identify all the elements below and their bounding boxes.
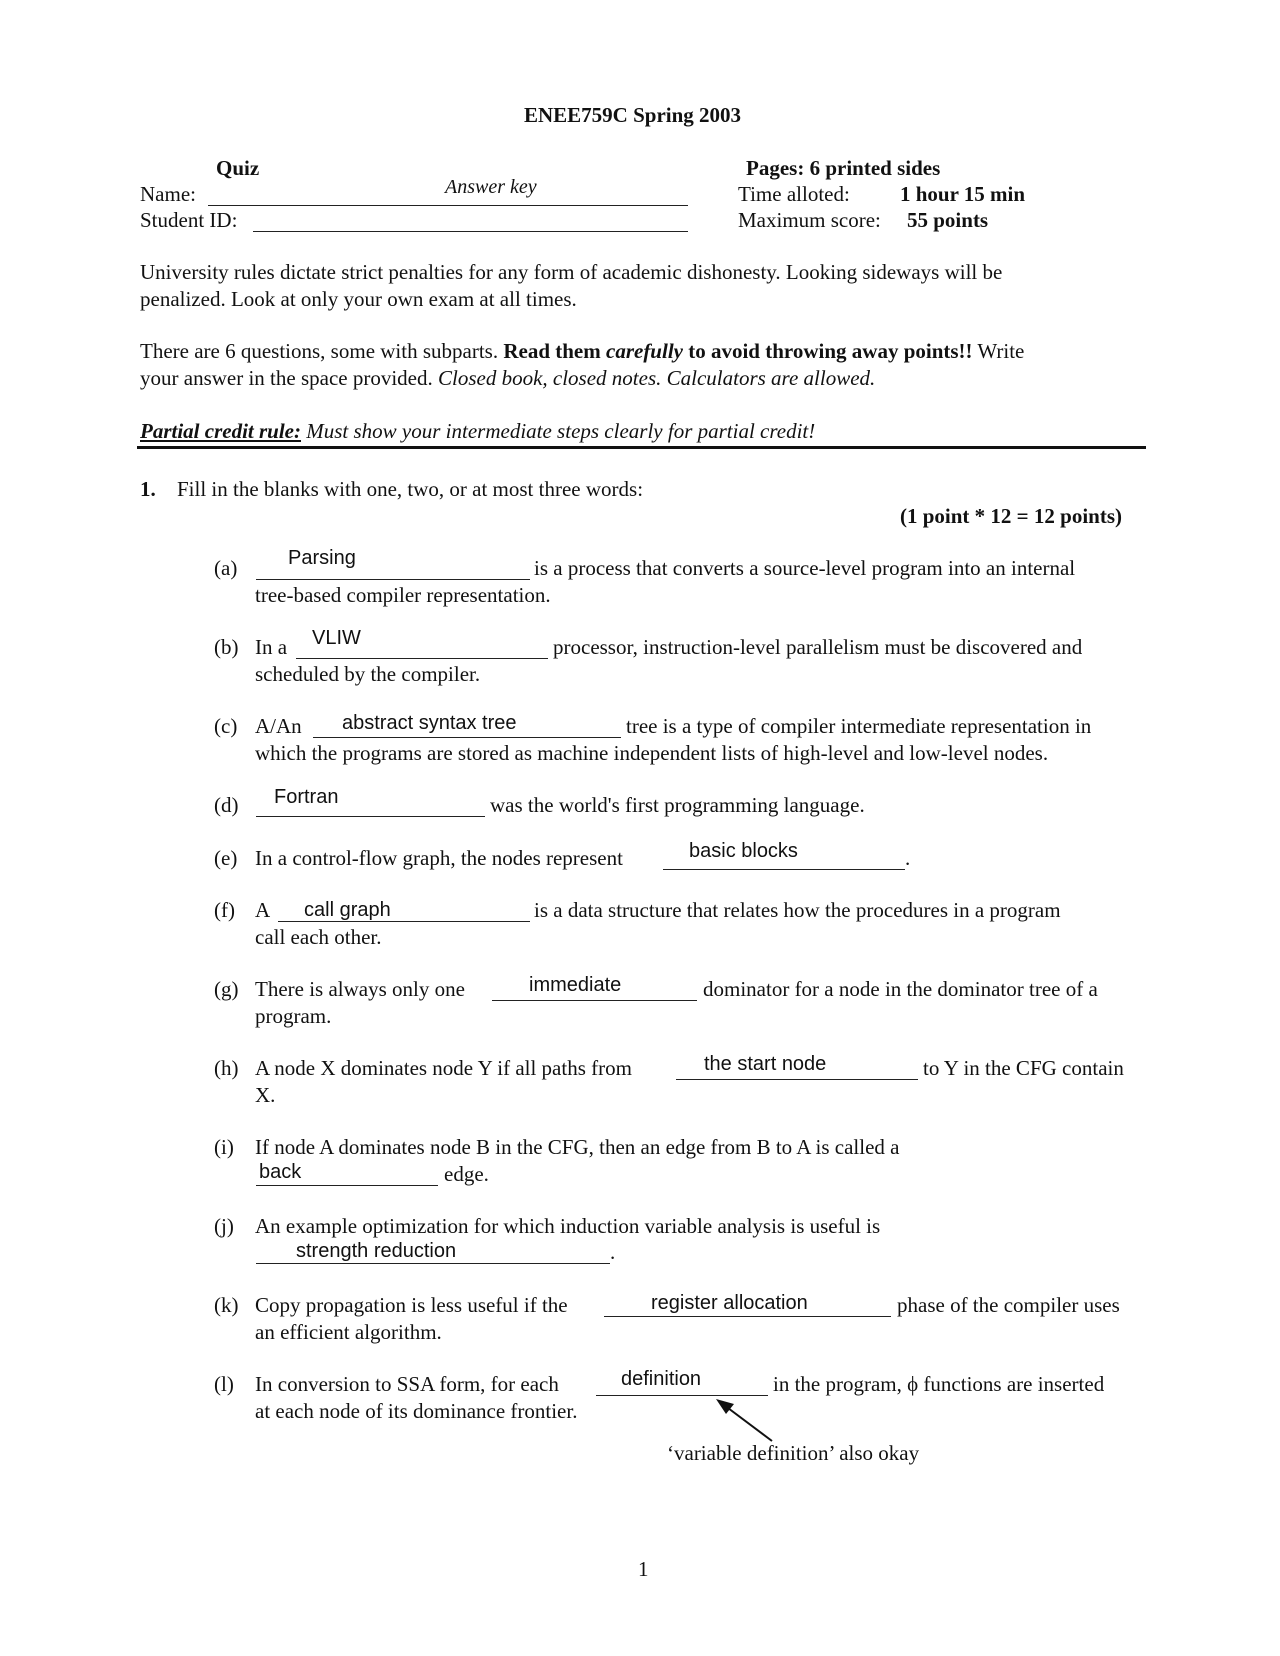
partial-credit-rule: Partial credit rule: Must show your intermediate steps clearly for partial credit! [140, 419, 816, 443]
item-g-answer: immediate [529, 974, 622, 996]
item-k-label: (k) [214, 1293, 239, 1317]
item-i-line1: If node A dominates node B in the CFG, then an edge from B to A is called a [255, 1135, 900, 1159]
page-number: 1 [638, 1557, 649, 1581]
item-k-answer: register allocation [651, 1292, 808, 1314]
item-d-answer: Fortran [274, 786, 339, 808]
item-b-label: (b) [214, 635, 239, 659]
item-h-line2: X. [255, 1083, 276, 1107]
item-h-answer: the start node [704, 1053, 827, 1075]
item-j-after: . [610, 1240, 616, 1264]
item-j-answer: strength reduction [296, 1240, 457, 1262]
item-i-after: edge. [444, 1162, 489, 1186]
item-d-label: (d) [214, 793, 239, 817]
item-l-line2: at each node of its dominance frontier. [255, 1399, 578, 1423]
item-i-label: (i) [214, 1135, 234, 1159]
item-f-label: (f) [214, 898, 235, 922]
name-label: Name: [140, 182, 196, 206]
item-a-line2: tree-based compiler representation. [255, 583, 551, 607]
item-h-before: A node X dominates node Y if all paths from [255, 1056, 632, 1080]
item-l-label: (l) [214, 1372, 234, 1396]
student-id-label: Student ID: [140, 208, 238, 232]
item-c-line2: which the programs are stored as machine independent lists of high-level and low-level nodes. [255, 741, 1049, 765]
item-e-before: In a control-flow graph, the nodes represent [255, 846, 623, 870]
item-l-before: In conversion to SSA form, for each [255, 1372, 559, 1396]
item-e-after: . [905, 846, 911, 870]
quiz-label: Quiz [216, 156, 260, 180]
rules-line-1: University rules dictate strict penalties for any form of academic dishonesty. Looking sideways will be [140, 260, 1003, 284]
max-score-value: 55 points [907, 208, 989, 232]
item-c-label: (c) [214, 714, 238, 738]
item-b-before: In a [255, 635, 288, 659]
item-k-before: Copy propagation is less useful if the [255, 1293, 568, 1317]
rules-line-2: penalized. Look at only your own exam at all times. [140, 287, 577, 311]
pages-label: Pages: 6 printed sides [746, 156, 941, 180]
item-k-line2: an efficient algorithm. [255, 1320, 442, 1344]
item-a-after: is a process that converts a source-level program into an internal [534, 556, 1076, 580]
item-f-line2: call each other. [255, 925, 382, 949]
item-c-after: tree is a type of compiler intermediate representation in [626, 714, 1092, 738]
item-j-label: (j) [214, 1214, 234, 1238]
item-h-label: (h) [214, 1056, 239, 1080]
item-b-line2: scheduled by the compiler. [255, 662, 481, 686]
time-value: 1 hour 15 min [900, 182, 1026, 206]
item-f-before: A [255, 898, 271, 922]
item-a-label: (a) [214, 556, 238, 580]
question-1-prompt: Fill in the blanks with one, two, or at most three words: [177, 477, 644, 501]
item-b-after: processor, instruction-level parallelism must be discovered and [553, 635, 1083, 659]
item-d-after: was the world's first programming language. [490, 793, 865, 817]
item-j-line1: An example optimization for which induction variable analysis is useful is [255, 1214, 881, 1238]
instructions-line-2: your answer in the space provided. Closed book, closed notes. Calculators are allowed. [140, 366, 876, 390]
item-f-answer: call graph [304, 899, 391, 921]
question-1-points: (1 point * 12 = 12 points) [900, 504, 1122, 528]
item-l-after: in the program, ϕ functions are inserted [773, 1372, 1105, 1396]
item-e-label: (e) [214, 846, 238, 870]
item-g-label: (g) [214, 977, 239, 1001]
max-score-label: Maximum score: [738, 208, 881, 232]
item-k-after: phase of the compiler uses [897, 1293, 1120, 1317]
course-title: ENEE759C Spring 2003 [524, 103, 742, 127]
item-l-answer: definition [621, 1368, 702, 1390]
item-f-after: is a data structure that relates how the procedures in a program [534, 898, 1061, 922]
item-i-answer: back [259, 1161, 302, 1183]
item-h-after: to Y in the CFG contain [923, 1056, 1124, 1080]
item-g-line2: program. [255, 1004, 332, 1028]
item-e-answer: basic blocks [689, 840, 798, 862]
instructions-line-1: There are 6 questions, some with subparts. Read them carefully to avoid throwing away points!! Write [140, 339, 1025, 363]
item-c-before: A/An [255, 714, 302, 738]
time-label: Time alloted: [738, 182, 850, 206]
question-1-number: 1. [140, 477, 156, 501]
item-g-before: There is always only one [255, 977, 465, 1001]
item-b-answer: VLIW [312, 627, 361, 649]
item-c-answer: abstract syntax tree [342, 712, 517, 734]
name-value: Answer key [445, 176, 537, 198]
item-l-note: ‘variable definition’ also okay [667, 1441, 920, 1465]
item-g-after: dominator for a node in the dominator tree of a [703, 977, 1098, 1001]
item-a-answer: Parsing [288, 547, 356, 569]
